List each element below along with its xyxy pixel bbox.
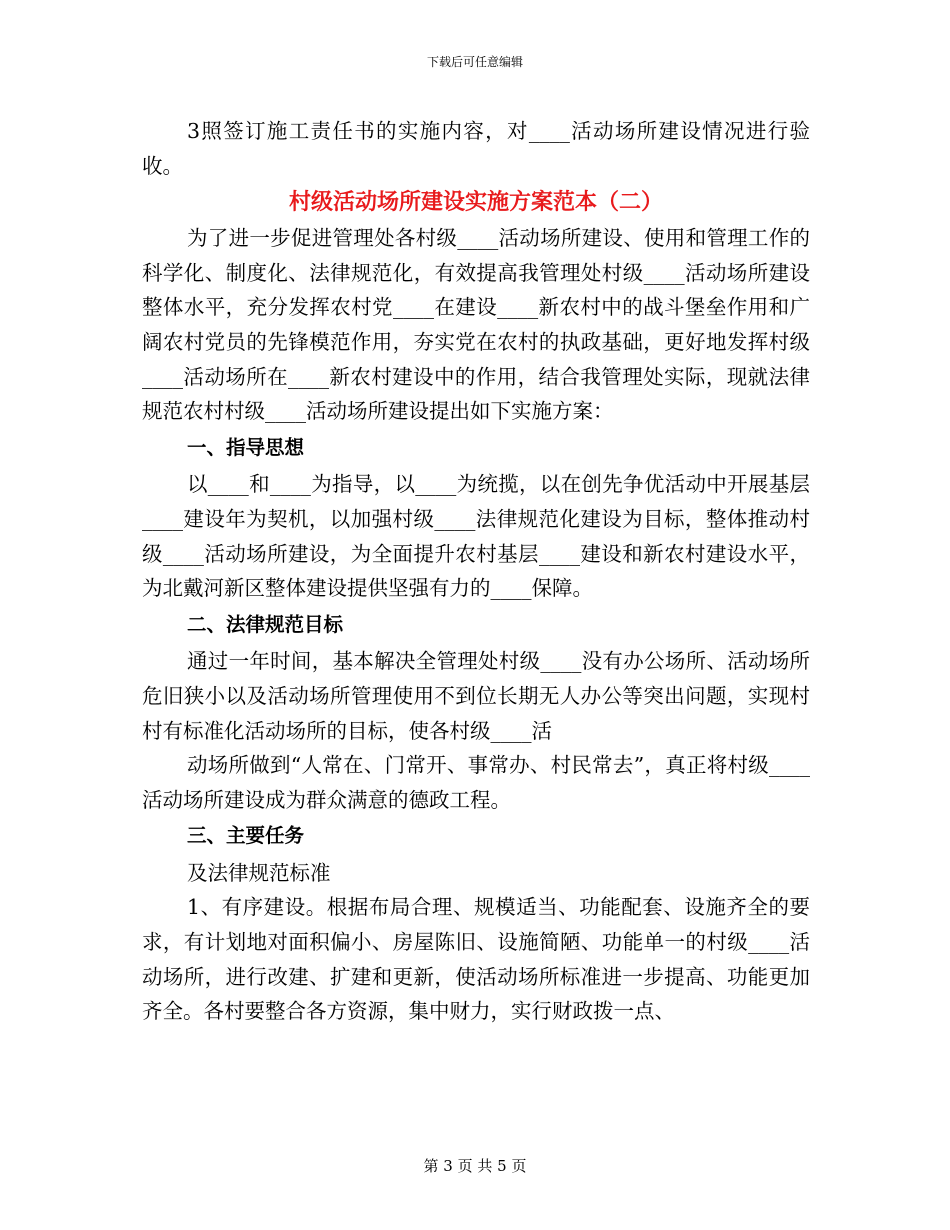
section-heading-1: 一、指导思想 — [187, 435, 305, 459]
page-footer: 第 3 页 共 5 页 — [423, 1157, 527, 1175]
paragraph-1: 为了进一步促进管理处各村级____活动场所建设、使用和管理工作的科学化、制度化、法律规范化，有效提高我管理处村级____活动场所建设整体水平，充分发挥农村党____在建设____新农村中的战斗堡垒作用和广阔农村党员的先锋模范作用，夯实党在农村的执政基础，更好地发挥村级____活动场所在____新农村建设中的作用，结合我管理处实际，现就法律规范农村村级____活动场所建设提出如下实施方案： — [142, 226, 810, 424]
paragraph-4: 动场所做到“人常在、门常开、事常办、村民常去”，真正将村级____活动场所建设成为群众满意的德政工程。 — [142, 753, 810, 812]
paragraph-5: 及法律规范标准 — [187, 860, 331, 885]
section-heading-2: 二、法律规范目标 — [187, 612, 344, 636]
document-body — [142, 114, 810, 1029]
paragraph-3: 通过一年时间，基本解决全管理处村级____没有办公场所、活动场所危旧狭小以及活动场所管理使用不到位长期无人办公等突出问题，实现村村有标准化活动场所的目标，使各村级____活 — [142, 649, 810, 743]
paragraph-2: 以____和____为指导，以____为统揽，以在创先争优活动中开展基层____建设年为契机，以加强村级____法律规范化建设为目标，整体推动村级____活动场所建设，为全面提升农村基层____建设和新农村建设水平，为北戴河新区整体建设提供坚强有力的____保障。 — [142, 472, 810, 601]
paragraph-6: 1、有序建设。根据布局合理、规模适当、功能配套、设施齐全的要求，有计划地对面积偏小、房屋陈旧、设施简陋、功能单一的村级____活动场所，进行改建、扩建和更新，使活动场所标准进一步提高、功能更加齐全。各村要整合各方资源，集中财力，实行财政拨一点、 — [142, 895, 810, 1024]
section-heading-3: 三、主要任务 — [187, 824, 305, 848]
header-note: 下载后可任意编辑 — [426, 55, 523, 69]
paragraph-intro: 3照签订施工责任书的实施内容，对____活动场所建设情况进行验收。 — [142, 119, 810, 178]
document-title: 村级活动场所建设实施方案范本（二） — [288, 190, 663, 216]
